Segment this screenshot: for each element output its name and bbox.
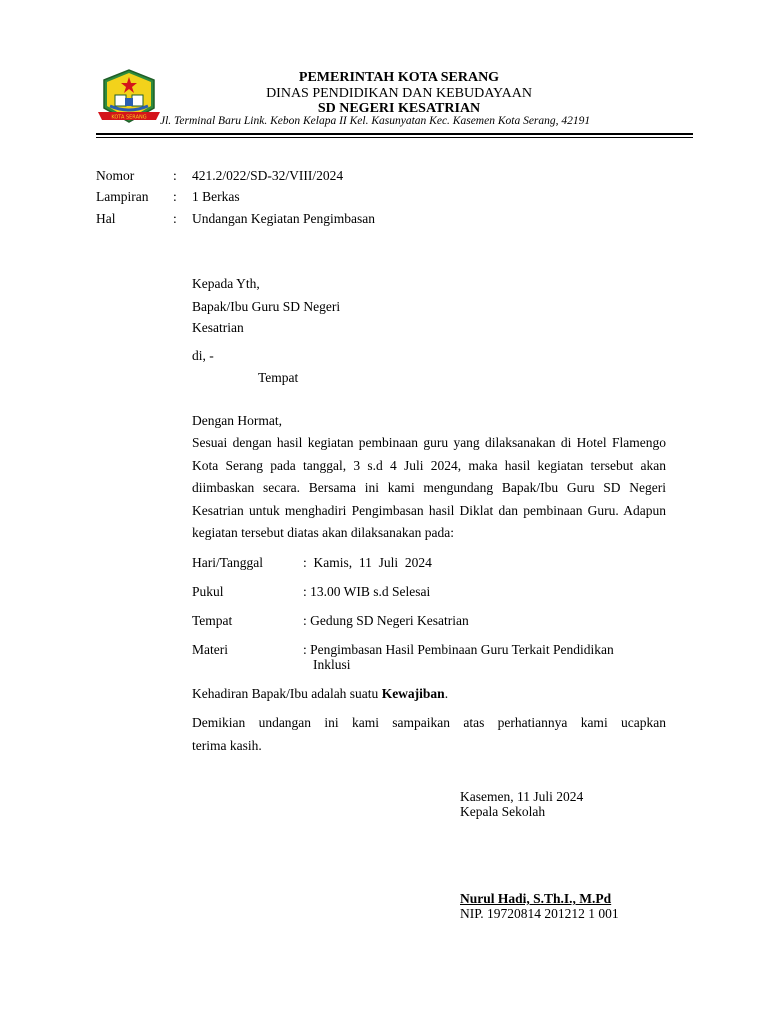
attendance-note	[192, 686, 448, 702]
meta-sep: :	[173, 168, 177, 183]
detail-value-material-cont: Inklusi	[313, 657, 351, 672]
detail-value-place: : Gedung SD Negeri Kesatrian	[303, 613, 469, 628]
meta-value-lampiran: 1 Berkas	[192, 189, 240, 204]
meta-value-hal: Undangan Kegiatan Pengimbasan	[192, 211, 375, 226]
meta-sep: :	[173, 189, 177, 204]
attendance-emphasis: Kewajiban	[381, 686, 445, 701]
department-name: DINAS PENDIDIKAN DAN KEBUDAYAAN	[266, 86, 532, 101]
detail-label-material: Materi	[192, 642, 228, 657]
recipient-name: Bapak/Ibu Guru SD Negeri	[192, 299, 341, 314]
recipient-salutation: Kepada Yth,	[192, 276, 260, 291]
government-name: PEMERINTAH KOTA SERANG	[298, 70, 500, 85]
body-paragraph: Sesuai dengan hasil kegiatan pembinaan guru yang dilaksanakan di Hotel Flamengo Kota Serang pada tanggal, 3 s.d 4 Juli 2024, maka hasil kegiatan tersebut akan diimbaskan secara. Bersama ini kami mengundang Bapak/Ibu Guru SD Negeri Kesatrian untuk menghadiri Pengimbasan hasil Diklat dan pembinaan Guru. Adapun kegiatan tersebut diatas akan dilaksanakan pada:	[192, 435, 666, 541]
detail-label-place: Tempat	[192, 613, 233, 628]
school-logo	[96, 68, 162, 128]
detail-label-time: Pukul	[192, 584, 224, 599]
meta-label-lampiran: Lampiran	[96, 189, 149, 204]
header-rule-thick	[96, 133, 693, 135]
signature-position: Kepala Sekolah	[460, 804, 546, 819]
recipient-name-cont: Kesatrian	[192, 320, 244, 335]
header-rule-thin	[96, 137, 693, 138]
school-address: Jl. Terminal Baru Link. Kebon Kelapa II Kel. Kasunyatan Kec. Kasemen Kota Serang, 42191	[160, 115, 591, 127]
school-name: SD NEGERI KESATRIAN	[317, 101, 481, 116]
closing-line-end: terima kasih.	[192, 738, 262, 753]
attendance-period: .	[444, 686, 449, 701]
recipient-di: di, -	[192, 348, 214, 363]
closing-line: Demikian undangan ini kami sampaikan atas perhatiannya kami ucapkan	[192, 715, 666, 730]
detail-value-date: : Kamis, 11 Juli 2024	[303, 555, 432, 570]
recipient-tempat: Tempat	[258, 370, 299, 385]
meta-label-hal: Hal	[96, 211, 116, 226]
detail-value-material: : Pengimbasan Hasil Pembinaan Guru Terkait Pendidikan	[303, 642, 614, 657]
detail-value-time: : 13.00 WIB s.d Selesai	[303, 584, 431, 599]
meta-label-nomor: Nomor	[96, 168, 135, 183]
attendance-text: Kehadiran Bapak/Ibu adalah suatu	[192, 686, 382, 701]
greeting: Dengan Hormat,	[192, 413, 282, 428]
svg-text:KOTA SERANG: KOTA SERANG	[111, 114, 147, 121]
signature-nip: NIP. 19720814 201212 1 001	[460, 906, 619, 921]
signature-place-date: Kasemen, 11 Juli 2024	[460, 789, 584, 804]
meta-sep: :	[173, 211, 177, 226]
meta-value-nomor: 421.2/022/SD-32/VIII/2024	[192, 168, 344, 183]
signature-name: Nurul Hadi, S.Th.I., M.Pd	[460, 891, 612, 906]
detail-label-date: Hari/Tanggal	[192, 555, 264, 570]
